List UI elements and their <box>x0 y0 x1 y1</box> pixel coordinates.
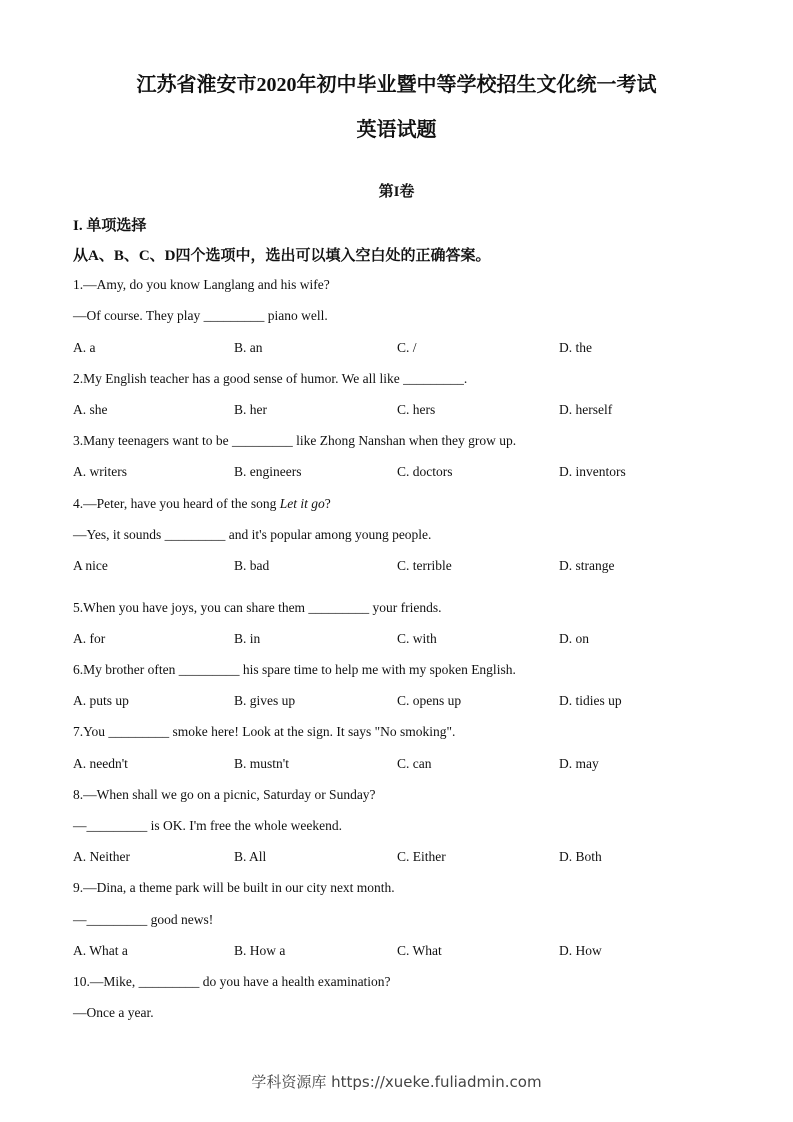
song-title: Let it go <box>279 496 325 511</box>
question-7-option-a[interactable]: A. needn't <box>73 756 128 771</box>
question-8-option-d[interactable]: D. Both <box>559 849 602 864</box>
question-1-option-d[interactable]: D. the <box>559 340 592 355</box>
question-6-option-a[interactable]: A. puts up <box>73 693 129 708</box>
question-10-line-1: 10.—Mike, _________ do you have a health examination? <box>73 974 391 989</box>
question-9-option-d[interactable]: D. How <box>559 943 602 958</box>
question-6-option-c[interactable]: C. opens up <box>397 693 462 708</box>
question-4-option-d[interactable]: D. strange <box>559 558 615 573</box>
section-heading: I. 单项选择 <box>73 218 147 234</box>
question-7-option-c[interactable]: C. can <box>397 756 432 771</box>
question-4-line-1 <box>73 496 331 512</box>
question-4-option-b[interactable]: B. bad <box>234 558 270 573</box>
footer-watermark: 学科资源库 https://xueke.fuliadmin.com <box>251 1073 542 1091</box>
question-4-option-a[interactable]: A nice <box>73 558 108 573</box>
question-5-option-a[interactable]: A. for <box>73 631 106 646</box>
volume-heading: 第I卷 <box>378 184 415 200</box>
question-5-option-b[interactable]: B. in <box>234 631 261 646</box>
question-8-line-2: —_________ is OK. I'm free the whole weekend. <box>73 818 342 833</box>
question-2-option-c[interactable]: C. hers <box>397 402 436 417</box>
question-3-option-a[interactable]: A. writers <box>73 464 127 479</box>
question-2-option-b[interactable]: B. her <box>234 402 267 417</box>
question-7-line-1: 7.You _________ smoke here! Look at the sign. It says "No smoking". <box>73 724 456 739</box>
question-5-option-d[interactable]: D. on <box>559 631 589 646</box>
question-8-option-a[interactable]: A. Neither <box>73 849 130 864</box>
question-4-line-2: —Yes, it sounds _________ and it's popular among young people. <box>73 527 432 542</box>
question-1-line-2: —Of course. They play _________ piano well. <box>73 308 328 323</box>
question-9-option-a[interactable]: A. What a <box>73 943 128 958</box>
question-8-line-1: 8.—When shall we go on a picnic, Saturday or Sunday? <box>73 787 376 802</box>
question-9-option-c[interactable]: C. What <box>397 943 442 958</box>
exam-title: 江苏省淮安市2020年初中毕业暨中等学校招生文化统一考试 <box>136 74 657 96</box>
question-10-line-2: —Once a year. <box>73 1005 154 1020</box>
exam-subtitle: 英语试题 <box>356 119 437 141</box>
question-3-line-1: 3.Many teenagers want to be _________ like Zhong Nanshan when they grow up. <box>73 433 517 448</box>
question-4-stem-end: ? <box>324 496 331 511</box>
section-instruction: 从A、B、C、D四个选项中，选出可以填入空白处的正确答案。 <box>73 248 491 264</box>
question-4-option-c[interactable]: C. terrible <box>397 558 452 573</box>
question-3-option-d[interactable]: D. inventors <box>559 464 626 479</box>
question-1-option-c[interactable]: C. / <box>397 340 417 355</box>
question-9-option-b[interactable]: B. How a <box>234 943 286 958</box>
question-3-option-c[interactable]: C. doctors <box>397 464 453 479</box>
question-2-option-d[interactable]: D. herself <box>559 402 613 417</box>
question-9-line-2: —_________ good news! <box>73 912 214 927</box>
question-6-option-d[interactable]: D. tidies up <box>559 693 622 708</box>
question-7-option-b[interactable]: B. mustn't <box>234 756 289 771</box>
question-4-stem: 4.—Peter, have you heard of the song <box>73 496 280 511</box>
question-6-option-b[interactable]: B. gives up <box>234 693 296 708</box>
question-8-option-b[interactable]: B. All <box>234 849 267 864</box>
question-5-line-1: 5.When you have joys, you can share them _________ your friends. <box>73 600 442 615</box>
question-5-option-c[interactable]: C. with <box>397 631 437 646</box>
question-6-line-1: 6.My brother often _________ his spare time to help me with my spoken English. <box>73 662 516 677</box>
question-2-line-1: 2.My English teacher has a good sense of humor. We all like _________. <box>73 371 468 386</box>
question-3-option-b[interactable]: B. engineers <box>234 464 302 479</box>
question-1-option-b[interactable]: B. an <box>234 340 263 355</box>
question-8-option-c[interactable]: C. Either <box>397 849 446 864</box>
question-1-line-1: 1.—Amy, do you know Langlang and his wife? <box>73 277 330 292</box>
question-9-line-1: 9.—Dina, a theme park will be built in our city next month. <box>73 880 395 895</box>
question-7-option-d[interactable]: D. may <box>559 756 599 771</box>
question-1-option-a[interactable]: A. a <box>73 340 96 355</box>
question-2-option-a[interactable]: A. she <box>73 402 108 417</box>
